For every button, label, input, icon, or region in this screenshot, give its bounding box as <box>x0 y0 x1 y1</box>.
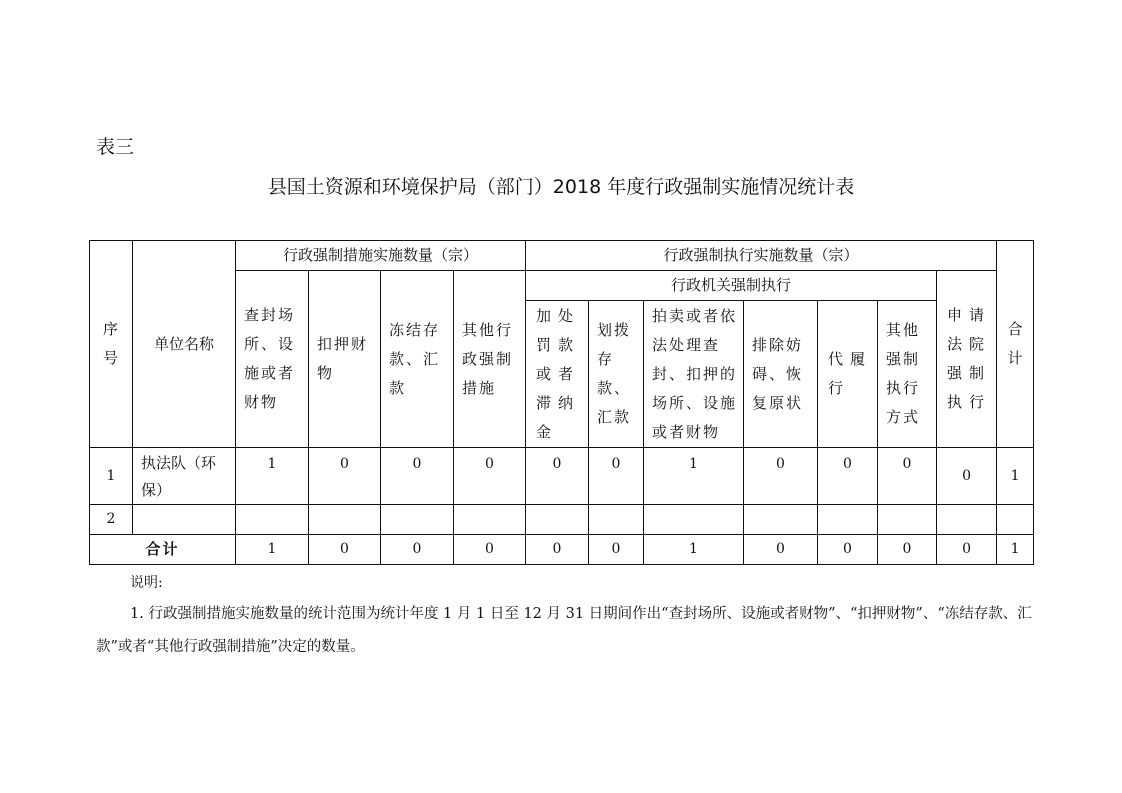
cell-auction: 1 <box>644 448 744 505</box>
cell-detain <box>309 505 381 535</box>
total-substitute: 0 <box>818 535 878 565</box>
cell-seal: 1 <box>236 448 309 505</box>
document-title: 县国土资源和环境保护局（部门）2018 年度行政强制实施情况统计表 <box>267 176 855 198</box>
header-measures-group: 行政强制措施实施数量（宗） <box>236 241 526 271</box>
header-detain: 扣押财物 <box>309 271 381 448</box>
total-freeze: 0 <box>381 535 454 565</box>
cell-transfer: 0 <box>589 448 644 505</box>
row-seq: 1 <box>90 448 133 505</box>
cell-substitute <box>818 505 878 535</box>
statistics-table <box>89 240 1034 565</box>
total-transfer: 0 <box>589 535 644 565</box>
cell-total <box>997 505 1034 535</box>
header-seal: 查封场所、设施或者财物 <box>236 271 309 448</box>
cell-court <box>937 505 997 535</box>
total-other-measures: 0 <box>454 535 526 565</box>
header-freeze: 冻结存款、汇款 <box>381 271 454 448</box>
header-total: 合计 <box>997 241 1034 448</box>
cell-court: 0 <box>937 448 997 505</box>
cell-substitute: 0 <box>818 448 878 505</box>
cell-other-exec: 0 <box>878 448 937 505</box>
cell-other-measures <box>454 505 526 535</box>
header-other-measures: 其他行政强制措施 <box>454 271 526 448</box>
total-fine: 0 <box>526 535 589 565</box>
row-unit-name <box>133 505 236 535</box>
table-row <box>90 448 1034 505</box>
total-row-label: 合计 <box>90 535 236 565</box>
cell-transfer <box>589 505 644 535</box>
cell-seal <box>236 505 309 535</box>
total-auction: 1 <box>644 535 744 565</box>
header-remove: 排除妨碍、恢复原状 <box>744 301 818 448</box>
total-seal: 1 <box>236 535 309 565</box>
cell-total: 1 <box>997 448 1034 505</box>
table-label: 表三 <box>96 136 135 158</box>
row-seq: 2 <box>90 505 133 535</box>
header-agency-group: 行政机关强制执行 <box>526 271 937 301</box>
cell-fine: 0 <box>526 448 589 505</box>
total-court: 0 <box>937 535 997 565</box>
header-fine: 加处罚款或者滞纳金 <box>526 301 589 448</box>
total-remove: 0 <box>744 535 818 565</box>
notes-title: 说明: <box>130 575 163 591</box>
header-seq: 序号 <box>90 241 133 448</box>
cell-detain: 0 <box>309 448 381 505</box>
cell-freeze: 0 <box>381 448 454 505</box>
header-auction: 拍卖或者依法处理查封、扣押的场所、设施或者财物 <box>644 301 744 448</box>
row-unit-name: 执法队（环保） <box>133 448 236 505</box>
table-row <box>90 505 1034 535</box>
header-court: 申请法院强制执行 <box>937 271 997 448</box>
cell-fine <box>526 505 589 535</box>
total-row <box>90 535 1034 565</box>
cell-auction <box>644 505 744 535</box>
note-item-1: 1. 行政强制措施实施数量的统计范围为统计年度 1 月 1 日至 12 月 31 日期间作出“查封场所、设施或者财物”、“扣押财物”、“冻结存款、汇款”或者“其他行政强制措施”决定的数量。 <box>96 606 1032 655</box>
header-unit-name: 单位名称 <box>133 241 236 448</box>
cell-remove <box>744 505 818 535</box>
total-total: 1 <box>997 535 1034 565</box>
header-transfer: 划拨存款、汇款 <box>589 301 644 448</box>
header-execution-group: 行政强制执行实施数量（宗） <box>526 241 997 271</box>
cell-other-measures: 0 <box>454 448 526 505</box>
header-other-exec: 其他强制执行方式 <box>878 301 937 448</box>
total-other-exec: 0 <box>878 535 937 565</box>
cell-other-exec <box>878 505 937 535</box>
cell-remove: 0 <box>744 448 818 505</box>
header-substitute: 代履行 <box>818 301 878 448</box>
cell-freeze <box>381 505 454 535</box>
total-detain: 0 <box>309 535 381 565</box>
